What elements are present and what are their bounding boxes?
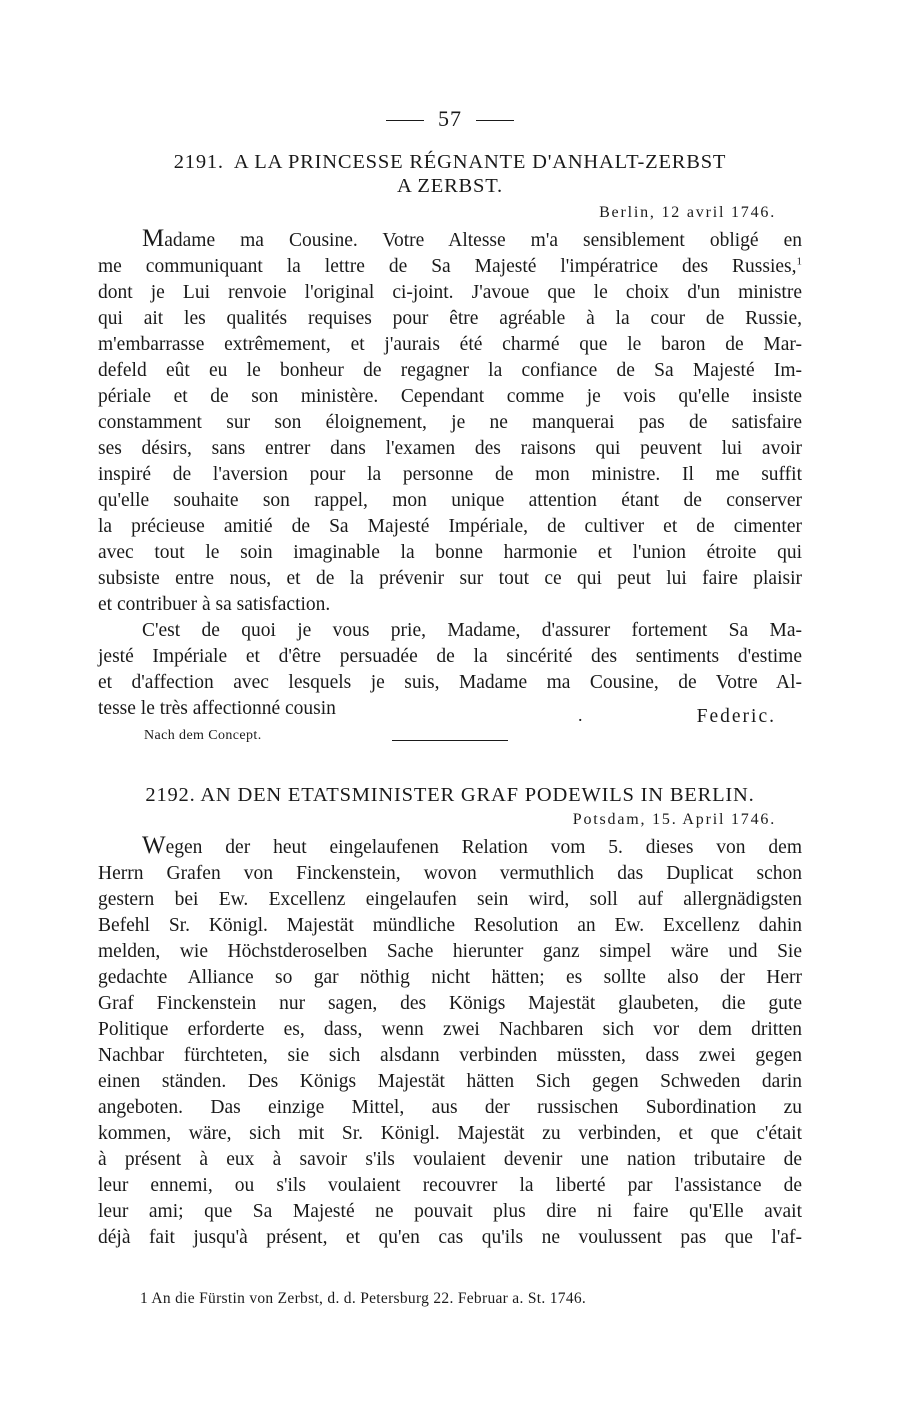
- letter-2191-source-note: Nach dem Concept.: [144, 728, 262, 743]
- letter-2192-heading-text: AN DEN ETATSMINISTER GRAF PODEWILS IN BERLIN.: [200, 784, 755, 806]
- text-line: leur ami; que Sa Majesté ne pouvait plus dire ni faire qu'Elle avait: [98, 1201, 802, 1222]
- footnote: [140, 1290, 586, 1308]
- text-line: dont je Lui renvoie l'original ci-joint. J'avoue que le choix d'un ministre: [98, 282, 802, 303]
- text-line: leur ennemi, ou s'ils voulaient recouvrer la liberté par l'assistance de: [98, 1175, 802, 1196]
- letter-2191-number: 2191.: [173, 151, 224, 173]
- letter-2191-signature: Federic.: [696, 706, 776, 727]
- text-line: avec tout le soin imaginable la bonne harmonie et l'union étroite qui: [98, 542, 802, 563]
- text-line: qu'elle souhaite son rappel, mon unique attention étant de conserver: [98, 490, 802, 511]
- text-line: ses désirs, sans entrer dans l'examen des raisons qui peuvent lui avoir: [98, 438, 802, 459]
- letter-2191-paragraph-1: [98, 226, 802, 618]
- letter-2192-paragraph-1: [98, 833, 802, 1251]
- letter-2191-paragraph-2: [98, 618, 802, 696]
- text-line: m'embarrasse extrêmement, et j'aurais été charmé que le baron de Mar-: [98, 334, 802, 355]
- letter-2191: [98, 150, 802, 749]
- text-line: kommen, wäre, sich mit Sr. Königl. Majestät zu verbinden, et que c'était: [98, 1123, 802, 1144]
- text-line: gedachte Alliance so gar nöthig nicht hätten; es sollte also der Herr: [98, 967, 802, 988]
- letter-2191-closing: tesse le très affectionné cousin: [98, 698, 336, 719]
- text-line: melden, wie Höchstderoselben Sache hierunter ganz simpel wäre und Sie: [98, 941, 802, 962]
- text-line: Politique erforderte es, dass, wenn zwei Nachbaren sich vor dem dritten: [98, 1019, 802, 1040]
- text-line: déjà fait jusqu'à présent, et qu'en cas qu'ils ne voulussent pas que l'af-: [98, 1227, 802, 1248]
- text-line: jesté Impériale et d'être persuadée de la sincérité des sentiments d'estime: [98, 646, 802, 667]
- text-line: et contribuer à sa satisfaction.: [98, 594, 331, 615]
- footnote-text: An die Fürstin von Zerbst, d. d. Petersburg 22. Februar a. St. 1746.: [151, 1290, 587, 1307]
- letter-2191-heading-line2: A ZERBST.: [397, 175, 503, 197]
- letter-2191-closing-row: [98, 696, 802, 727]
- footnote-marker: 1: [140, 1290, 149, 1307]
- text-line: me communiquant la lettre de Sa Majesté l'impératrice des Russies,$^1$: [98, 255, 802, 277]
- letter-2192-dateline: Potsdam, 15. April 1746.: [572, 811, 776, 828]
- letter-2191-dropcap: M: [142, 225, 165, 252]
- document-page: [98, 100, 802, 1251]
- text-line: la précieuse amitié de Sa Majesté Impériale, de cultiver et de cimenter: [98, 516, 802, 537]
- letter-2192-dropcap: W: [142, 832, 166, 859]
- page-number-dash-left: [386, 120, 424, 121]
- page-number-value: 57: [438, 106, 462, 131]
- text-line: constamment sur son éloignement, je ne manquerai pas de satisfaire: [98, 412, 802, 433]
- text-line: Herrn Grafen von Finckenstein, wovon vermuthlich das Duplicat schon: [98, 863, 802, 884]
- text-line: qui ait les qualités requises pour être agréable à la cour de Russie,: [98, 308, 802, 329]
- letter-2192: [98, 783, 802, 1251]
- text-line: périale et de son ministère. Cependant comme je vois qu'elle insiste: [98, 386, 802, 407]
- text-line: Nachbar fürchteten, sie sich alsdann verbinden müssten, dass zwei gegen: [98, 1045, 802, 1066]
- section-separator: [392, 740, 508, 741]
- footnote-reference: 1: [796, 255, 802, 268]
- text-line: C'est de quoi je vous prie, Madame, d'assurer fortement Sa Ma-: [142, 620, 802, 641]
- letter-2192-heading: [98, 783, 802, 807]
- text-line: Madame ma Cousine. Votre Altesse m'a sensiblement obligé en: [142, 225, 802, 252]
- text-line: Befehl Sr. Königl. Majestät mündliche Resolution an Ew. Excellenz dahin: [98, 915, 802, 936]
- stray-mark: .: [578, 705, 583, 725]
- text-line: et d'affection avec lesquels je suis, Madame ma Cousine, de Votre Al-: [98, 672, 802, 693]
- text-line: inspiré de l'aversion pour la personne de mon ministre. Il me suffit: [98, 464, 802, 485]
- letter-2192-number: 2192.: [145, 784, 196, 806]
- text-line: Graf Finckenstein nur sagen, des Königs Majestät glaubeten, die gute: [98, 993, 802, 1014]
- text-line: Wegen der heut eingelaufenen Relation vom 5. dieses von dem: [142, 832, 802, 859]
- text-line: einen ständen. Des Königs Majestät hätten Sich gegen Schweden darin: [98, 1071, 802, 1092]
- page-number: [98, 106, 802, 132]
- text-line: à présent à eux à savoir s'ils voulaient devenir une nation tributaire de: [98, 1149, 802, 1170]
- letter-2191-heading-line1: A LA PRINCESSE RÉGNANTE D'ANHALT-ZERBST: [233, 151, 727, 173]
- letter-2191-dateline: Berlin, 12 avril 1746.: [599, 204, 776, 221]
- text-line: angeboten. Das einzige Mittel, aus der russischen Subordination zu: [98, 1097, 802, 1118]
- text-line: defeld eût eu le bonheur de regagner la confiance de Sa Majesté Im-: [98, 360, 802, 381]
- text-line: gestern bei Ew. Excellenz eingelaufen sein wird, soll auf allergnädigsten: [98, 889, 802, 910]
- text-line: subsiste entre nous, et de la prévenir sur tout ce qui peut lui faire plaisir: [98, 568, 802, 589]
- page-number-dash-right: [476, 120, 514, 121]
- letter-2191-heading: [98, 150, 802, 174]
